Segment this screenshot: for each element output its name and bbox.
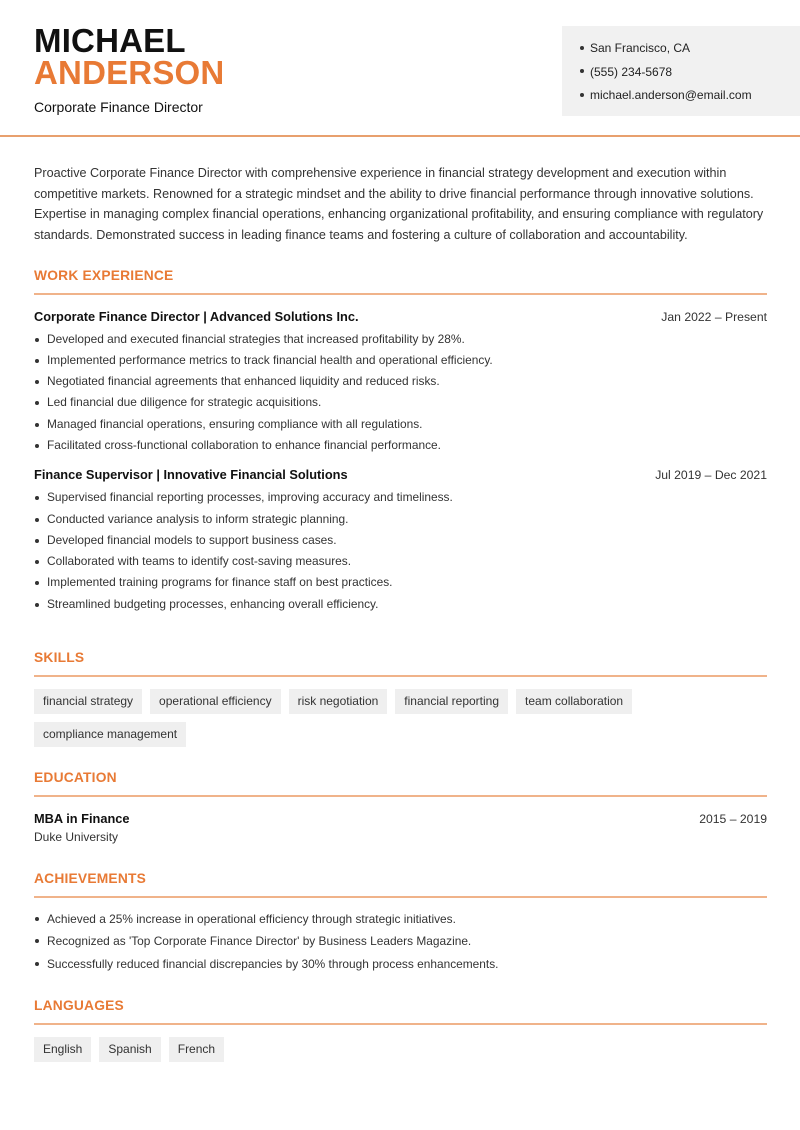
- list-item: Achieved a 25% increase in operational efficiency through strategic initiatives.: [34, 908, 767, 931]
- skill-tag: team collaboration: [516, 689, 632, 714]
- list-item: Negotiated financial agreements that enhanced liquidity and reduced risks.: [34, 371, 767, 392]
- list-item: Supervised financial reporting processes, improving accuracy and timeliness.: [34, 487, 767, 508]
- list-item: Conducted variance analysis to inform strategic planning.: [34, 509, 767, 530]
- skills-heading: SKILLS: [34, 650, 85, 665]
- skill-tag: financial reporting: [395, 689, 508, 714]
- work-section: [34, 268, 767, 615]
- skill-tag: risk negotiation: [289, 689, 388, 714]
- skill-tag: operational efficiency: [150, 689, 281, 714]
- skills-list: [34, 689, 654, 747]
- languages-list: [34, 1037, 767, 1062]
- job-entry-dates: Jul 2019 – Dec 2021: [655, 468, 767, 483]
- job-bullets: [34, 487, 767, 615]
- contact-email: [580, 84, 800, 108]
- education-dates: 2015 – 2019: [699, 811, 767, 826]
- achievements-section: [34, 871, 767, 976]
- education-section: [34, 770, 767, 844]
- section-divider: [34, 1023, 767, 1025]
- list-item: Developed and executed financial strategies that increased profitability by 28%.: [34, 329, 767, 350]
- skill-tag: financial strategy: [34, 689, 142, 714]
- first-name: MICHAEL: [34, 22, 186, 59]
- job-entry-dates: Jan 2022 – Present: [661, 309, 767, 324]
- job-entry-title: Finance Supervisor | Innovative Financial Solutions: [34, 467, 348, 483]
- bullet-icon: [580, 69, 584, 73]
- job-entry-title: Corporate Finance Director | Advanced Solutions Inc.: [34, 308, 359, 324]
- section-divider: [34, 293, 767, 295]
- contact-phone: [580, 61, 800, 85]
- candidate-name: [34, 22, 225, 91]
- language-tag: French: [169, 1037, 224, 1062]
- last-name: ANDERSON: [34, 54, 225, 91]
- list-item: Recognized as 'Top Corporate Finance Director' by Business Leaders Magazine.: [34, 930, 767, 953]
- skills-section: [34, 650, 767, 747]
- education-heading: EDUCATION: [34, 770, 117, 785]
- location-text: San Francisco, CA: [590, 41, 691, 55]
- list-item: Managed financial operations, ensuring compliance with all regulations.: [34, 414, 767, 435]
- job-title: Corporate Finance Director: [34, 99, 203, 115]
- section-divider: [34, 795, 767, 797]
- bullet-icon: [580, 93, 584, 97]
- education-entry: [34, 811, 767, 844]
- languages-section: [34, 998, 767, 1062]
- school: Duke University: [34, 829, 119, 844]
- email-text: michael.anderson@email.com: [590, 88, 752, 102]
- list-item: Led financial due diligence for strategic acquisitions.: [34, 392, 767, 413]
- resume-header: [0, 0, 800, 137]
- resume-body: [34, 163, 767, 1056]
- work-heading: WORK EXPERIENCE: [34, 268, 174, 283]
- language-tag: English: [34, 1037, 91, 1062]
- summary: Proactive Corporate Finance Director with comprehensive experience in financial strategy development and execution within competitive markets. Renowned for a strategic mindset and the ability to drive financial performance through innovative solutions. Expertise in managing complex financial operations, enhancing organizational profitability, and ensuring compliance with regulatory standards. Demonstrated success in leading finance teams and fostering a culture of collaboration and accountability.: [34, 166, 764, 242]
- section-divider: [34, 675, 767, 677]
- list-item: Implemented training programs for finance staff on best practices.: [34, 572, 767, 593]
- achievements-heading: ACHIEVEMENTS: [34, 871, 147, 886]
- languages-heading: LANGUAGES: [34, 998, 124, 1013]
- bullet-icon: [580, 46, 584, 50]
- list-item: Implemented performance metrics to track financial health and operational efficiency.: [34, 350, 767, 371]
- contact-box: [562, 26, 800, 116]
- section-divider: [34, 896, 767, 898]
- achievements-list: [34, 908, 767, 976]
- language-tag: Spanish: [99, 1037, 160, 1062]
- job-entry: [34, 467, 767, 615]
- list-item: Collaborated with teams to identify cost-saving measures.: [34, 551, 767, 572]
- skill-tag: compliance management: [34, 722, 186, 747]
- list-item: Successfully reduced financial discrepancies by 30% through process enhancements.: [34, 953, 767, 976]
- list-item: Facilitated cross-functional collaboration to enhance financial performance.: [34, 435, 767, 456]
- list-item: Streamlined budgeting processes, enhancing overall efficiency.: [34, 594, 767, 615]
- header-divider: [0, 135, 800, 137]
- job-entry: [34, 309, 767, 457]
- list-item: Developed financial models to support business cases.: [34, 530, 767, 551]
- phone-text: (555) 234-5678: [590, 64, 673, 79]
- contact-location: [580, 37, 800, 61]
- job-bullets: [34, 329, 767, 457]
- degree: MBA in Finance: [34, 810, 130, 826]
